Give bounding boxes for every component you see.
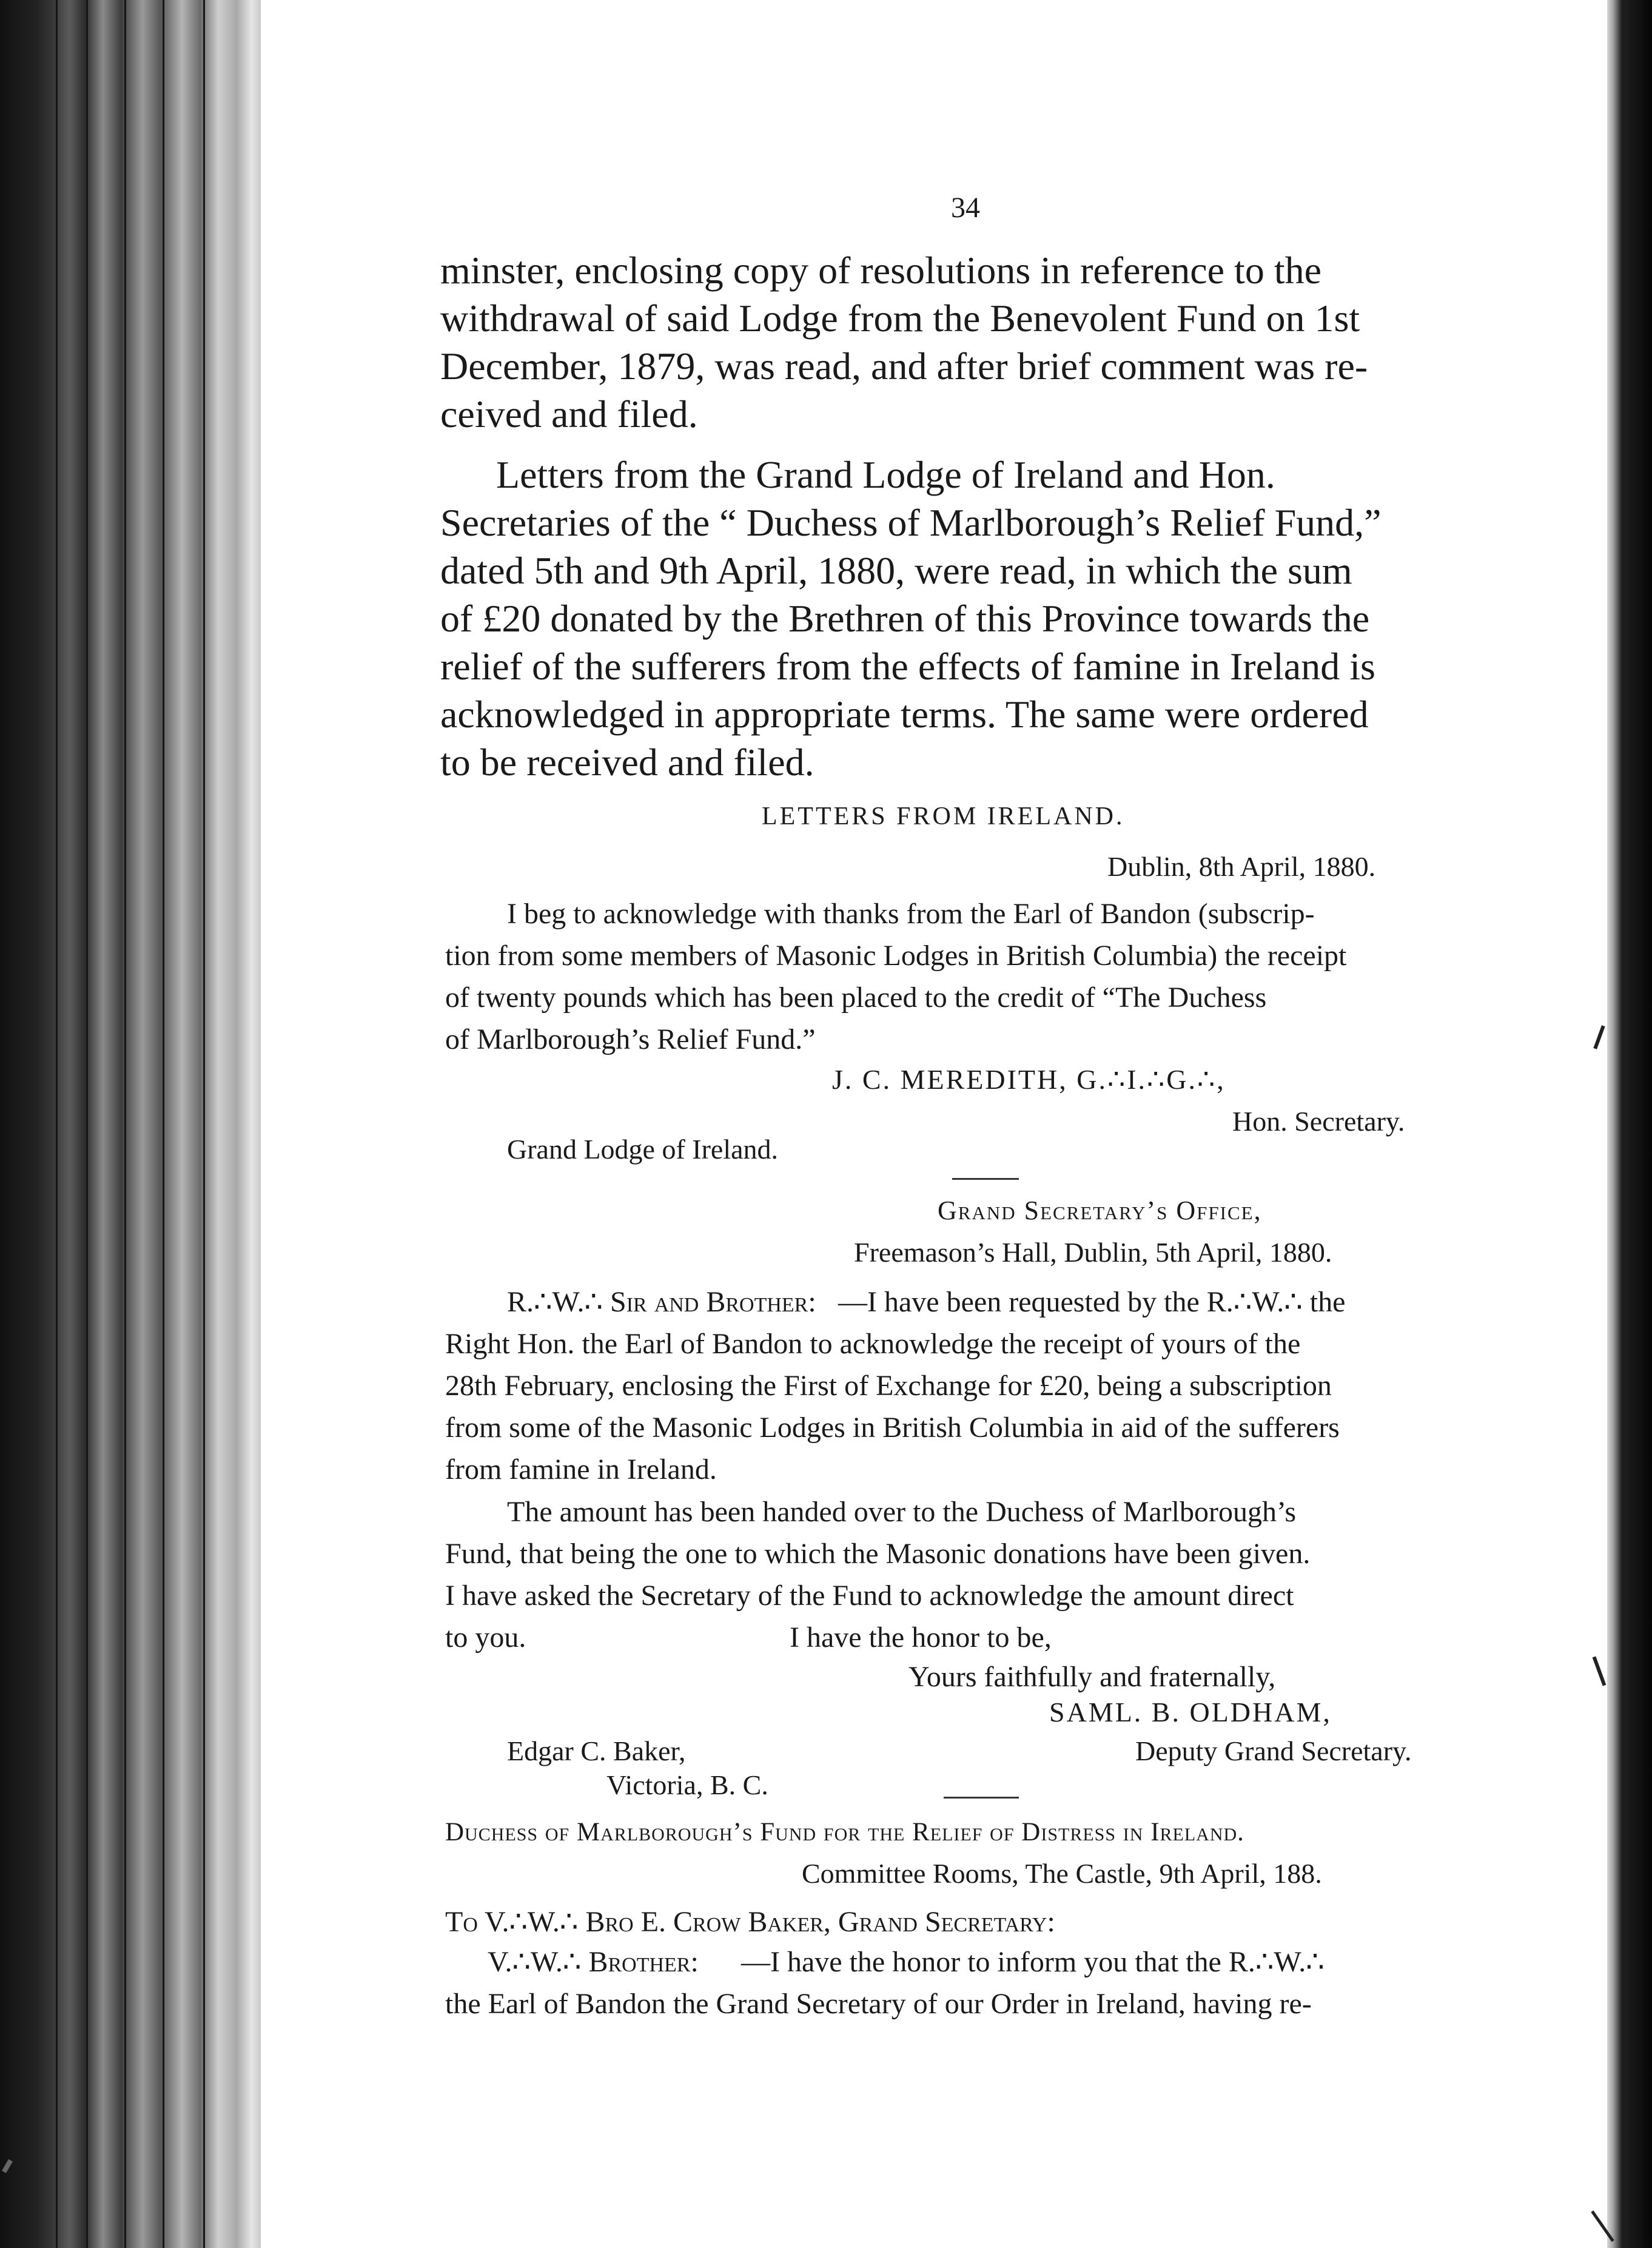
letter-3-dateline: Committee Rooms, The Castle, 9th April, 188.	[802, 1858, 1322, 1889]
page-edge-line	[86, 0, 88, 2248]
letter-3-to: To V.∴W.∴ Bro E. Crow Baker, Grand Secretary:	[445, 1906, 1055, 1938]
paragraph-1-line: ceived and filed.	[440, 392, 698, 436]
page-edge-line	[124, 0, 126, 2248]
next-page-edge	[1607, 0, 1652, 2248]
letter-2-signature: SAML. B. OLDHAM,	[1049, 1697, 1332, 1728]
letter-2-line: Right Hon. the Earl of Bandon to acknowledge the receipt of yours of the	[445, 1328, 1301, 1360]
letter-2-addressee: Edgar C. Baker,	[507, 1735, 686, 1766]
paragraph-2-line: acknowledged in appropriate terms. The same were ordered	[440, 693, 1369, 736]
paragraph-1-line: December, 1879, was read, and after brief comment was re-	[440, 345, 1368, 388]
letter-2-line: Fund, that being the one to which the Masonic donations have been given.	[445, 1538, 1311, 1570]
letter-2-closing-right: I have the honor to be,	[790, 1621, 1052, 1654]
letter-1-title: Hon. Secretary.	[1232, 1106, 1405, 1137]
letter-2-valediction: Yours faithfully and fraternally,	[908, 1661, 1276, 1693]
page-edge-line	[203, 0, 205, 2248]
letter-3-line: the Earl of Bandon the Grand Secretary of our Order in Ireland, having re-	[445, 1988, 1312, 2020]
letter-2-line: I have asked the Secretary of the Fund to acknowledge the amount direct	[445, 1580, 1294, 1612]
letter-1-line: of Marlborough’s Relief Fund.”	[445, 1023, 816, 1055]
letter-1-line: tion from some members of Masonic Lodges in British Columbia) the receipt	[445, 940, 1347, 972]
paragraph-1-line: minster, enclosing copy of resolutions in reference to the	[440, 249, 1321, 292]
letter-1-from: Grand Lodge of Ireland.	[507, 1134, 779, 1165]
paragraph-2-line: dated 5th and 9th April, 1880, were read, in which the sum	[440, 549, 1352, 592]
letter-2-dateline: Freemason’s Hall, Dublin, 5th April, 1880.	[854, 1237, 1332, 1268]
paragraph-2-line: to be received and filed.	[440, 741, 814, 784]
letter-3-line: —I have the honor to inform you that the R.∴W.∴	[741, 1946, 1325, 1978]
letter-2-salutation: R.∴W.∴ Sir and Brother:	[507, 1286, 816, 1318]
letter-2-line: The amount has been handed over to the Duchess of Marlborough’s	[507, 1496, 1296, 1528]
letter-2-line: from some of the Masonic Lodges in British Columbia in aid of the sufferers	[445, 1412, 1340, 1444]
section-heading: LETTERS FROM IRELAND.	[762, 803, 1125, 830]
letter-1-line: of twenty pounds which has been placed to the credit of “The Duchess	[445, 981, 1267, 1014]
paragraph-2-line: relief of the sufferers from the effects of famine in Ireland is	[440, 645, 1375, 688]
letter-3-salutation: V.∴W.∴ Brother:	[488, 1946, 699, 1978]
letter-1-dateline: Dublin, 8th April, 1880.	[1107, 851, 1376, 882]
page-edge-line	[56, 0, 58, 2248]
letter-1-signature: J. C. MEREDITH, G.∴I.∴G.∴,	[832, 1064, 1226, 1095]
paragraph-2-line: Letters from the Grand Lodge of Ireland and Hon.	[496, 453, 1275, 496]
letter-1-line: I beg to acknowledge with thanks from the Earl of Bandon (subscrip-	[507, 898, 1315, 930]
letter-2-closing: to you.	[445, 1621, 526, 1654]
letter-2-line: 28th February, enclosing the First of Exchange for £20, being a subscription	[445, 1370, 1332, 1402]
page-edge-line	[163, 0, 164, 2248]
book-spine-edge	[0, 0, 261, 2248]
separator-rule	[952, 1178, 1019, 1180]
letter-2-title: Deputy Grand Secretary.	[1135, 1735, 1412, 1766]
paragraph-2-line: of £20 donated by the Brethren of this Province towards the	[440, 597, 1370, 640]
paragraph-1-line: withdrawal of said Lodge from the Benevolent Fund on 1st	[440, 297, 1360, 340]
letter-2-line: —I have been requested by the R.∴W.∴ the	[838, 1286, 1346, 1318]
letter-3-heading: Duchess of Marlborough’s Fund for the Relief of Distress in Ireland.	[445, 1818, 1244, 1846]
paragraph-2-line: Secretaries of the “ Duchess of Marlborough’s Relief Fund,”	[440, 501, 1382, 544]
page-number-text: 34	[951, 192, 980, 224]
letter-2-line: from famine in Ireland.	[445, 1453, 717, 1486]
separator-rule	[944, 1797, 1019, 1799]
letter-2-office: Grand Secretary’s Office,	[938, 1196, 1262, 1225]
letter-2-addressee-place: Victoria, B. C.	[606, 1769, 768, 1800]
